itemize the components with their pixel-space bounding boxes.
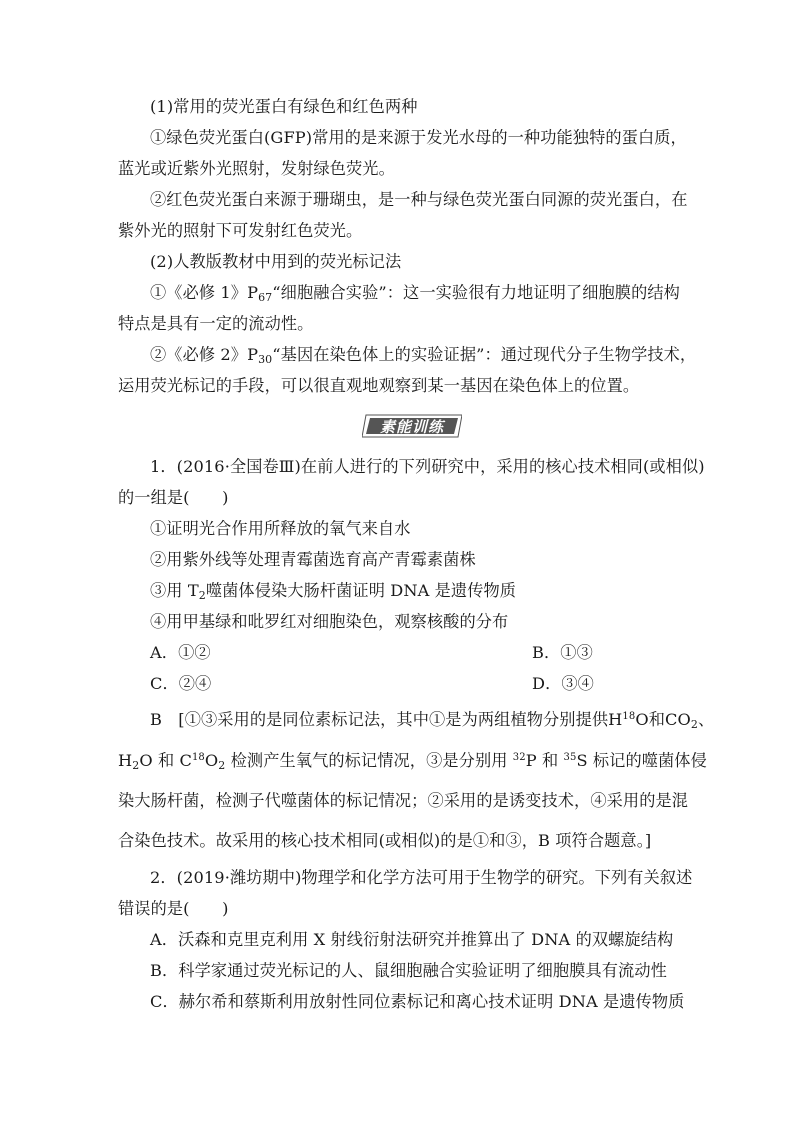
red-protein-line1: ②红色荧光蛋白来源于珊瑚虫，是一种与绿色荧光蛋白同源的荧光蛋白，在 bbox=[150, 190, 688, 209]
q1-options-row1 bbox=[150, 642, 593, 664]
q1-stem-line1: 1．(2016·全国卷Ⅲ)在前人进行的下列研究中，采用的核心技术相同(或相似) bbox=[150, 457, 705, 476]
section1-heading: (1)常用的荧光蛋白有绿色和红色两种 bbox=[150, 97, 418, 116]
section2-item2-line1: ②《必修 2》$P_{30}“$基因在染色体上的实验证据”：通过现代分子生物学技术， bbox=[150, 345, 697, 366]
q2-option-c: C．赫尔希和蔡斯利用放射性同位素标记和离心技术证明 DNA 是遗传物质 bbox=[150, 992, 685, 1011]
section2-item1-line1: ①《必修 1》$P_{67}“$细胞融合实验”：这一实验很有力地证明了细胞膜的结构 bbox=[150, 283, 680, 304]
q2-option-a: A．沃森和克里克利用 X 射线衍射法研究并推算出了 DNA 的双螺旋结构 bbox=[150, 930, 674, 949]
q1-statement-1: ①证明光合作用所释放的氧气来自水 bbox=[150, 519, 411, 538]
gfp-text-line2: 蓝光或近紫外光照射，发射绿色荧光。 bbox=[118, 159, 395, 178]
q1-answer-line1: B [①③采用的是同位素标记法，其中①是为两组植物分别提供$H^{18}O$和$CO_2$、 bbox=[150, 710, 715, 731]
q1-statement-2: ②用紫外线等处理青霉菌选育高产青霉素菌株 bbox=[150, 550, 476, 569]
section2-item2-line2: 运用荧光标记的手段，可以很直观地观察到某一基因在染色体上的位置。 bbox=[118, 376, 640, 395]
q1-answer-line2: $H_2O$ 和 $C^{18}O_2$ 检测产生氧气的标记情况，③是分别用 $^{32}$P 和 $^{35}$S 标记的噬菌体侵 bbox=[118, 751, 707, 772]
section2-heading: (2)人教版教材中用到的荧光标记法 bbox=[150, 252, 402, 271]
q2-stem-line1: 2．(2019·潍坊期中)物理学和化学方法可用于生物学的研究。下列有关叙述 bbox=[150, 868, 693, 887]
q1-stem-line2: 的一组是( ) bbox=[118, 488, 229, 507]
banner-label: 素能训练 bbox=[379, 417, 444, 436]
q1-answer-line3: 染大肠杆菌，检测子代噬菌体的标记情况；②采用的是诱变技术，④采用的是混 bbox=[118, 791, 689, 810]
q1-option-d: D．③④ bbox=[532, 674, 594, 693]
q1-option-b: B．①③ bbox=[532, 643, 593, 662]
gfp-text-line1: ①绿色荧光蛋白(GFP)常用的是来源于发光水母的一种功能独特的蛋白质， bbox=[150, 128, 687, 147]
red-protein-line2: 紫外光的照射下可发射红色荧光。 bbox=[118, 221, 363, 240]
q1-options-row2 bbox=[150, 673, 594, 695]
q1-answer-line4: 合染色技术。故采用的核心技术相同(或相似)的是①和③，B 项符合题意。] bbox=[118, 831, 652, 850]
q1-option-c: C．②④ bbox=[150, 674, 212, 693]
q1-statement-3: ③用 $T_2$噬菌体侵染大肠杆菌证明 DNA 是遗传物质 bbox=[150, 581, 517, 602]
q1-statement-4: ④用甲基绿和吡罗红对细胞染色，观察核酸的分布 bbox=[150, 612, 509, 631]
q2-stem-line2: 错误的是( ) bbox=[118, 899, 229, 918]
training-banner bbox=[362, 412, 462, 440]
section2-item1-line2: 特点是具有一定的流动性。 bbox=[118, 314, 314, 333]
q2-option-b: B．科学家通过荧光标记的人、鼠细胞融合实验证明了细胞膜具有流动性 bbox=[150, 961, 667, 980]
q1-option-a: A．①② bbox=[150, 643, 211, 662]
